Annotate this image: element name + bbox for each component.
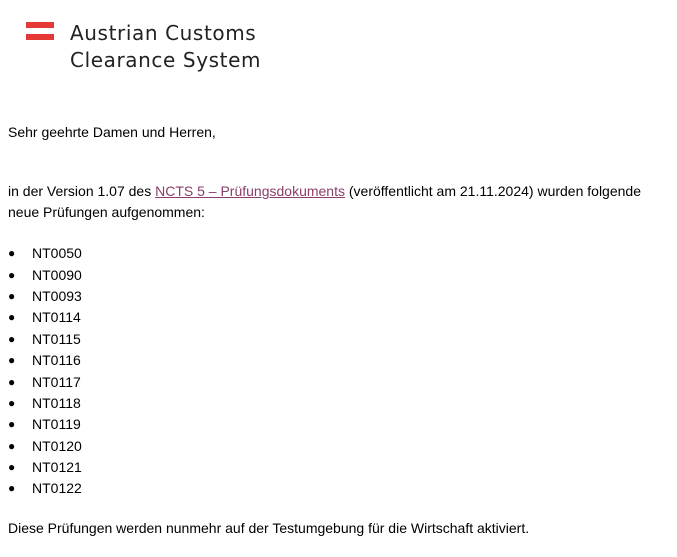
- intro-text-before: in der Version 1.07 des: [8, 183, 156, 199]
- list-item: [8, 457, 82, 478]
- check-code: NT0118: [32, 394, 81, 411]
- list-item: [8, 436, 82, 457]
- bullet-icon: ●: [8, 481, 16, 496]
- bullet-icon: ●: [8, 460, 16, 475]
- check-code: NT0122: [32, 480, 82, 497]
- bullet-icon: ●: [8, 374, 16, 389]
- bullet-icon: ●: [8, 395, 16, 410]
- check-code: NT0116: [32, 352, 81, 369]
- logo-wordmark: [70, 20, 261, 74]
- list-item: [8, 393, 82, 414]
- salutation: Sehr geehrte Damen und Herren,: [8, 124, 216, 140]
- pruefungsdokument-link[interactable]: NCTS 5 – Prüfungsdokuments: [155, 183, 345, 199]
- list-item: [8, 478, 82, 499]
- bullet-icon: ●: [8, 353, 16, 368]
- check-code: NT0117: [32, 373, 81, 390]
- check-code: NT0093: [32, 287, 82, 304]
- bullet-icon: ●: [8, 438, 16, 453]
- email-header-logo: [26, 20, 261, 74]
- list-item: [8, 329, 82, 350]
- list-item: [8, 414, 82, 435]
- bullet-icon: ●: [8, 267, 16, 282]
- check-code: NT0115: [32, 330, 81, 347]
- bullet-icon: ●: [8, 246, 16, 261]
- bullet-icon: ●: [8, 288, 16, 303]
- check-code: NT0120: [32, 437, 82, 454]
- list-item: [8, 307, 82, 328]
- list-item: [8, 286, 82, 307]
- logo-line-2: Clearance System: [70, 48, 262, 72]
- check-code: NT0050: [32, 245, 82, 262]
- bullet-icon: ●: [8, 417, 16, 432]
- new-checks-list: [8, 243, 82, 500]
- list-item: [8, 264, 82, 285]
- list-item: [8, 371, 82, 392]
- intro-paragraph: [8, 181, 673, 223]
- intro-text-after: (veröffentlicht am 21.11.2024) wurden folgende neue Prüfungen aufgenommen:: [8, 183, 641, 220]
- check-code: NT0090: [32, 266, 82, 283]
- check-code: NT0119: [32, 416, 81, 433]
- list-item: [8, 350, 82, 371]
- check-code: NT0121: [32, 459, 82, 476]
- logo-line-1: Austrian Customs: [70, 21, 257, 45]
- closing-paragraph: Diese Prüfungen werden nunmehr auf der Testumgebung für die Wirtschaft aktiviert.: [8, 520, 530, 536]
- austrian-flag-icon: [26, 22, 54, 40]
- bullet-icon: ●: [8, 310, 16, 325]
- check-code: NT0114: [32, 309, 81, 326]
- list-item: [8, 243, 82, 264]
- bullet-icon: ●: [8, 331, 16, 346]
